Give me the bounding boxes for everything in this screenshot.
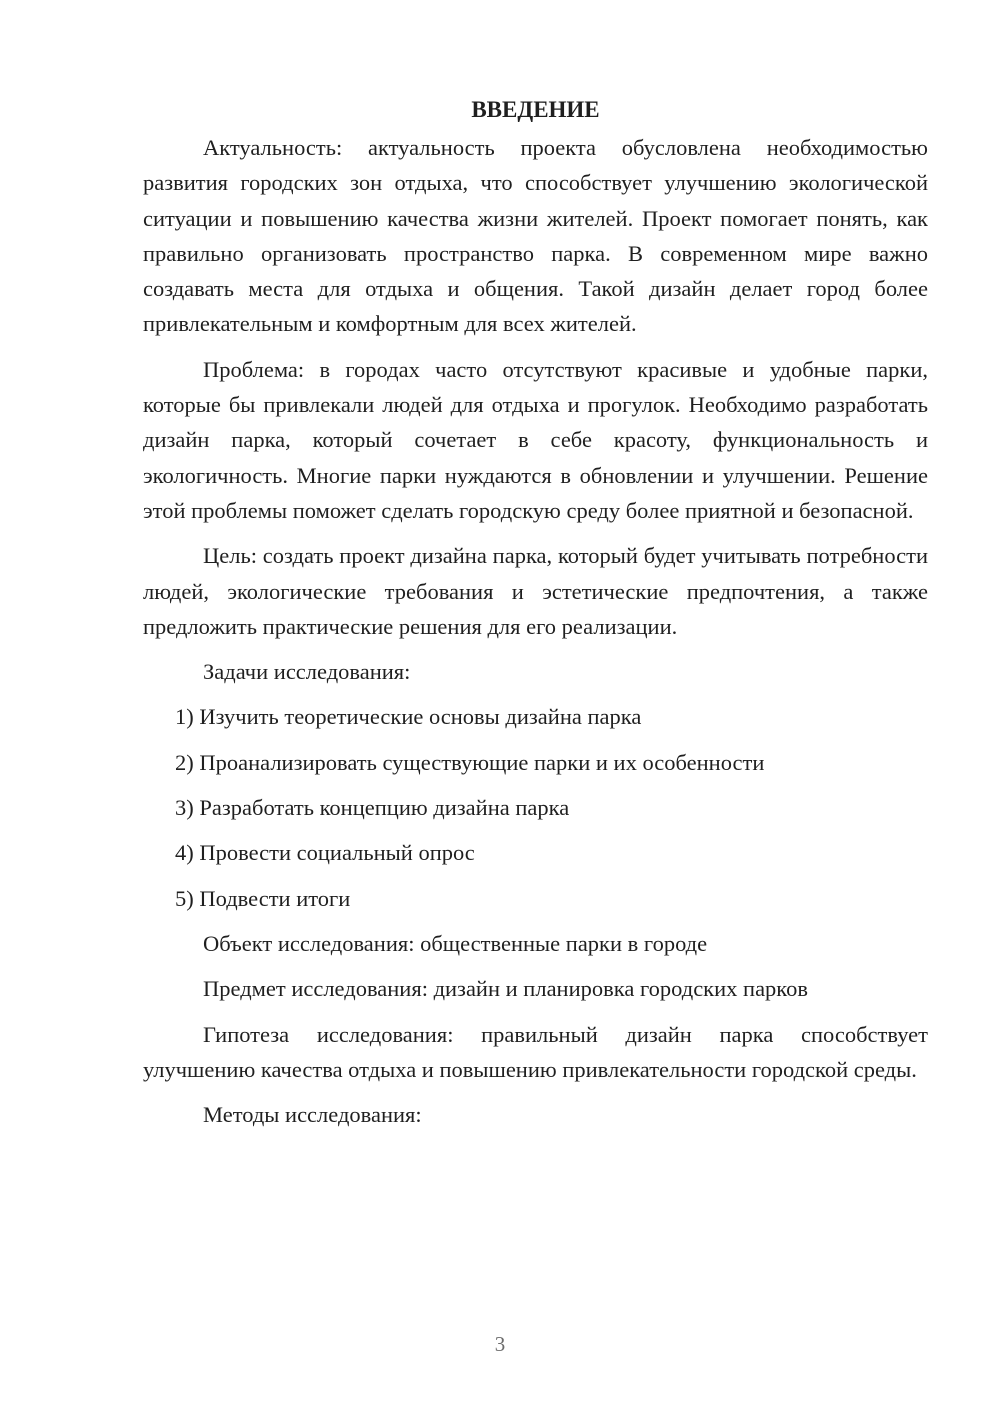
document-page xyxy=(143,94,928,1142)
list-item: 3) Разработать концепцию дизайна парка xyxy=(175,795,570,821)
methods-heading: Методы исследования: xyxy=(203,1102,422,1128)
page-title: ВВЕДЕНИЕ xyxy=(471,97,600,122)
list-item: 5) Подвести итоги xyxy=(175,885,351,911)
tasks-list xyxy=(143,699,928,915)
list-item: 4) Провести социальный опрос xyxy=(175,840,475,866)
tasks-heading: Задачи исследования: xyxy=(203,659,411,685)
page-number: 3 xyxy=(494,1332,506,1356)
hypothesis-paragraph: Гипотеза исследования: правильный дизайн парка способствует улучшению качества отдыха и повышению привлекательности городской среды. xyxy=(143,1021,928,1082)
relevance-paragraph: Актуальность: актуальность проекта обусловлена необходимостью развития городских зон отдыха, что способствует улучшению экологической ситуации и повышению качества жизни жителей. Проект помогает понять, как правильно организовать пространство парка. В современном мире важно создавать места для отдыха и общения. Такой дизайн делает город более привлекательным и комфортным для всех жителей. xyxy=(143,135,928,337)
subject-line: Предмет исследования: дизайн и планировка городских парков xyxy=(203,976,808,1002)
problem-paragraph: Проблема: в городах часто отсутствуют красивые и удобные парки, которые бы привлекали людей для отдыха и прогулок. Необходимо разработать дизайн парка, который сочетает в себе красоту, функциональность и экологичность. Многие парки нуждаются в обновлении и улучшении. Решение этой проблемы поможет сделать городскую среду более приятной и безопасной. xyxy=(143,356,928,523)
object-line: Объект исследования: общественные парки в городе xyxy=(203,930,708,956)
list-item: 1) Изучить теоретические основы дизайна парка xyxy=(175,704,642,730)
list-item: 2) Проанализировать существующие парки и их особенности xyxy=(175,749,765,775)
goal-paragraph: Цель: создать проект дизайна парка, который будет учитывать потребности людей, экологические требования и эстетические предпочтения, а также предложить практические решения для его реализации. xyxy=(143,543,928,639)
